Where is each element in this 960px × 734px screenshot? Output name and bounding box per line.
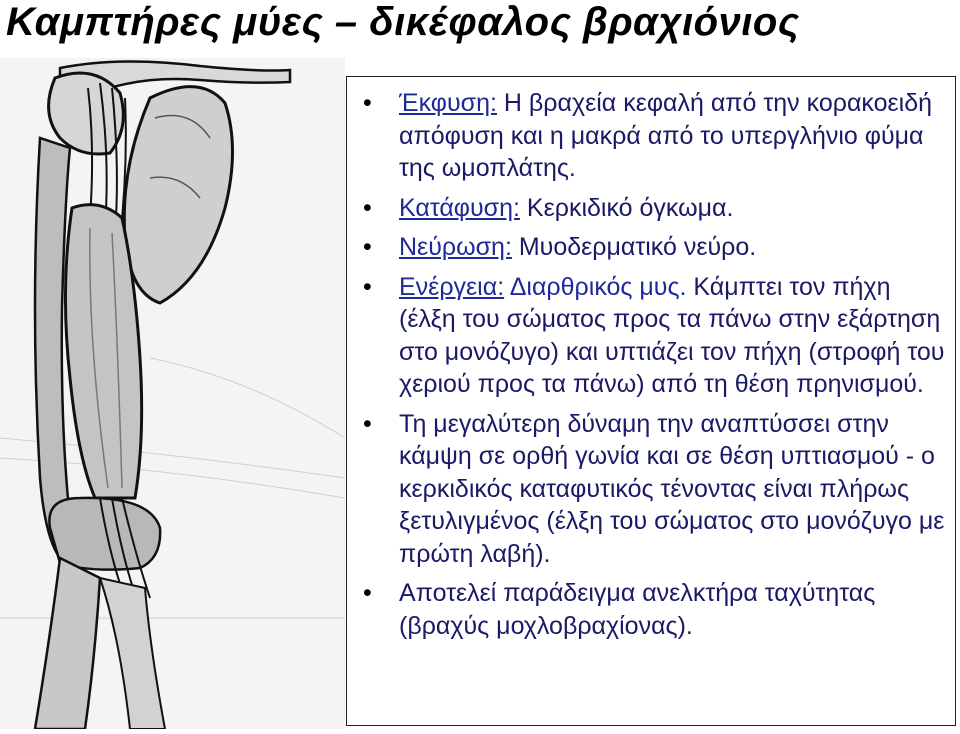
action-text: Κάμπτει τον πήχη (έλξη του σώματος προς τα πάνω στην εξάρτηση στο μονόζυγο) και υπτιάζει τον πήχη (στροφή του χεριού προς τα πάνω) από τη θέση πρηνισμού. <box>399 272 945 398</box>
bullet-action <box>399 271 945 401</box>
bullet-lever <box>399 577 945 642</box>
bullet-innervation <box>399 231 945 264</box>
bullet-list <box>347 77 955 642</box>
biceps-anatomy-illustration <box>0 58 345 729</box>
bullet-force <box>399 408 945 571</box>
origin-text: Η βραχεία κεφαλή από την κορακοειδή απόφυση και η μακρά από το υπεργλήνιο φύμα της ωμοπλάτης. <box>399 89 933 182</box>
insertion-text: Κερκιδικό όγκωμα. <box>519 193 734 222</box>
action-label: Ενέργεια: <box>399 272 505 301</box>
description-box <box>346 76 956 726</box>
action-blue-text: Διαρθρικός μυς. <box>504 272 687 301</box>
innervation-text: Μυοδερματικό νεύρο. <box>511 233 757 261</box>
insertion-label: Κατάφυση: <box>399 193 520 222</box>
origin-label: Έκφυση: <box>399 89 497 117</box>
lever-text: Αποτελεί παράδειγμα ανελκτήρα ταχύτητας (βραχύς μοχλοβραχίονας). <box>399 579 876 640</box>
force-text: Τη μεγαλύτερη δύναμη την αναπτύσσει στην κάμψη σε ορθή γωνία και σε θέση υπτιασμού - ο κερκιδικός καταφυτικός τένοντας είναι πλήρως ξετυλιγμένος (έλξη του σώματος στο μονόζυγο με πρώτη λαβή). <box>399 409 945 568</box>
bullet-insertion <box>399 192 945 225</box>
bullet-origin <box>399 87 945 185</box>
page-title: Καμπτήρες μύες – δικέφαλος βραχιόνιος <box>6 0 800 44</box>
innervation-label: Νεύρωση: <box>399 233 512 261</box>
